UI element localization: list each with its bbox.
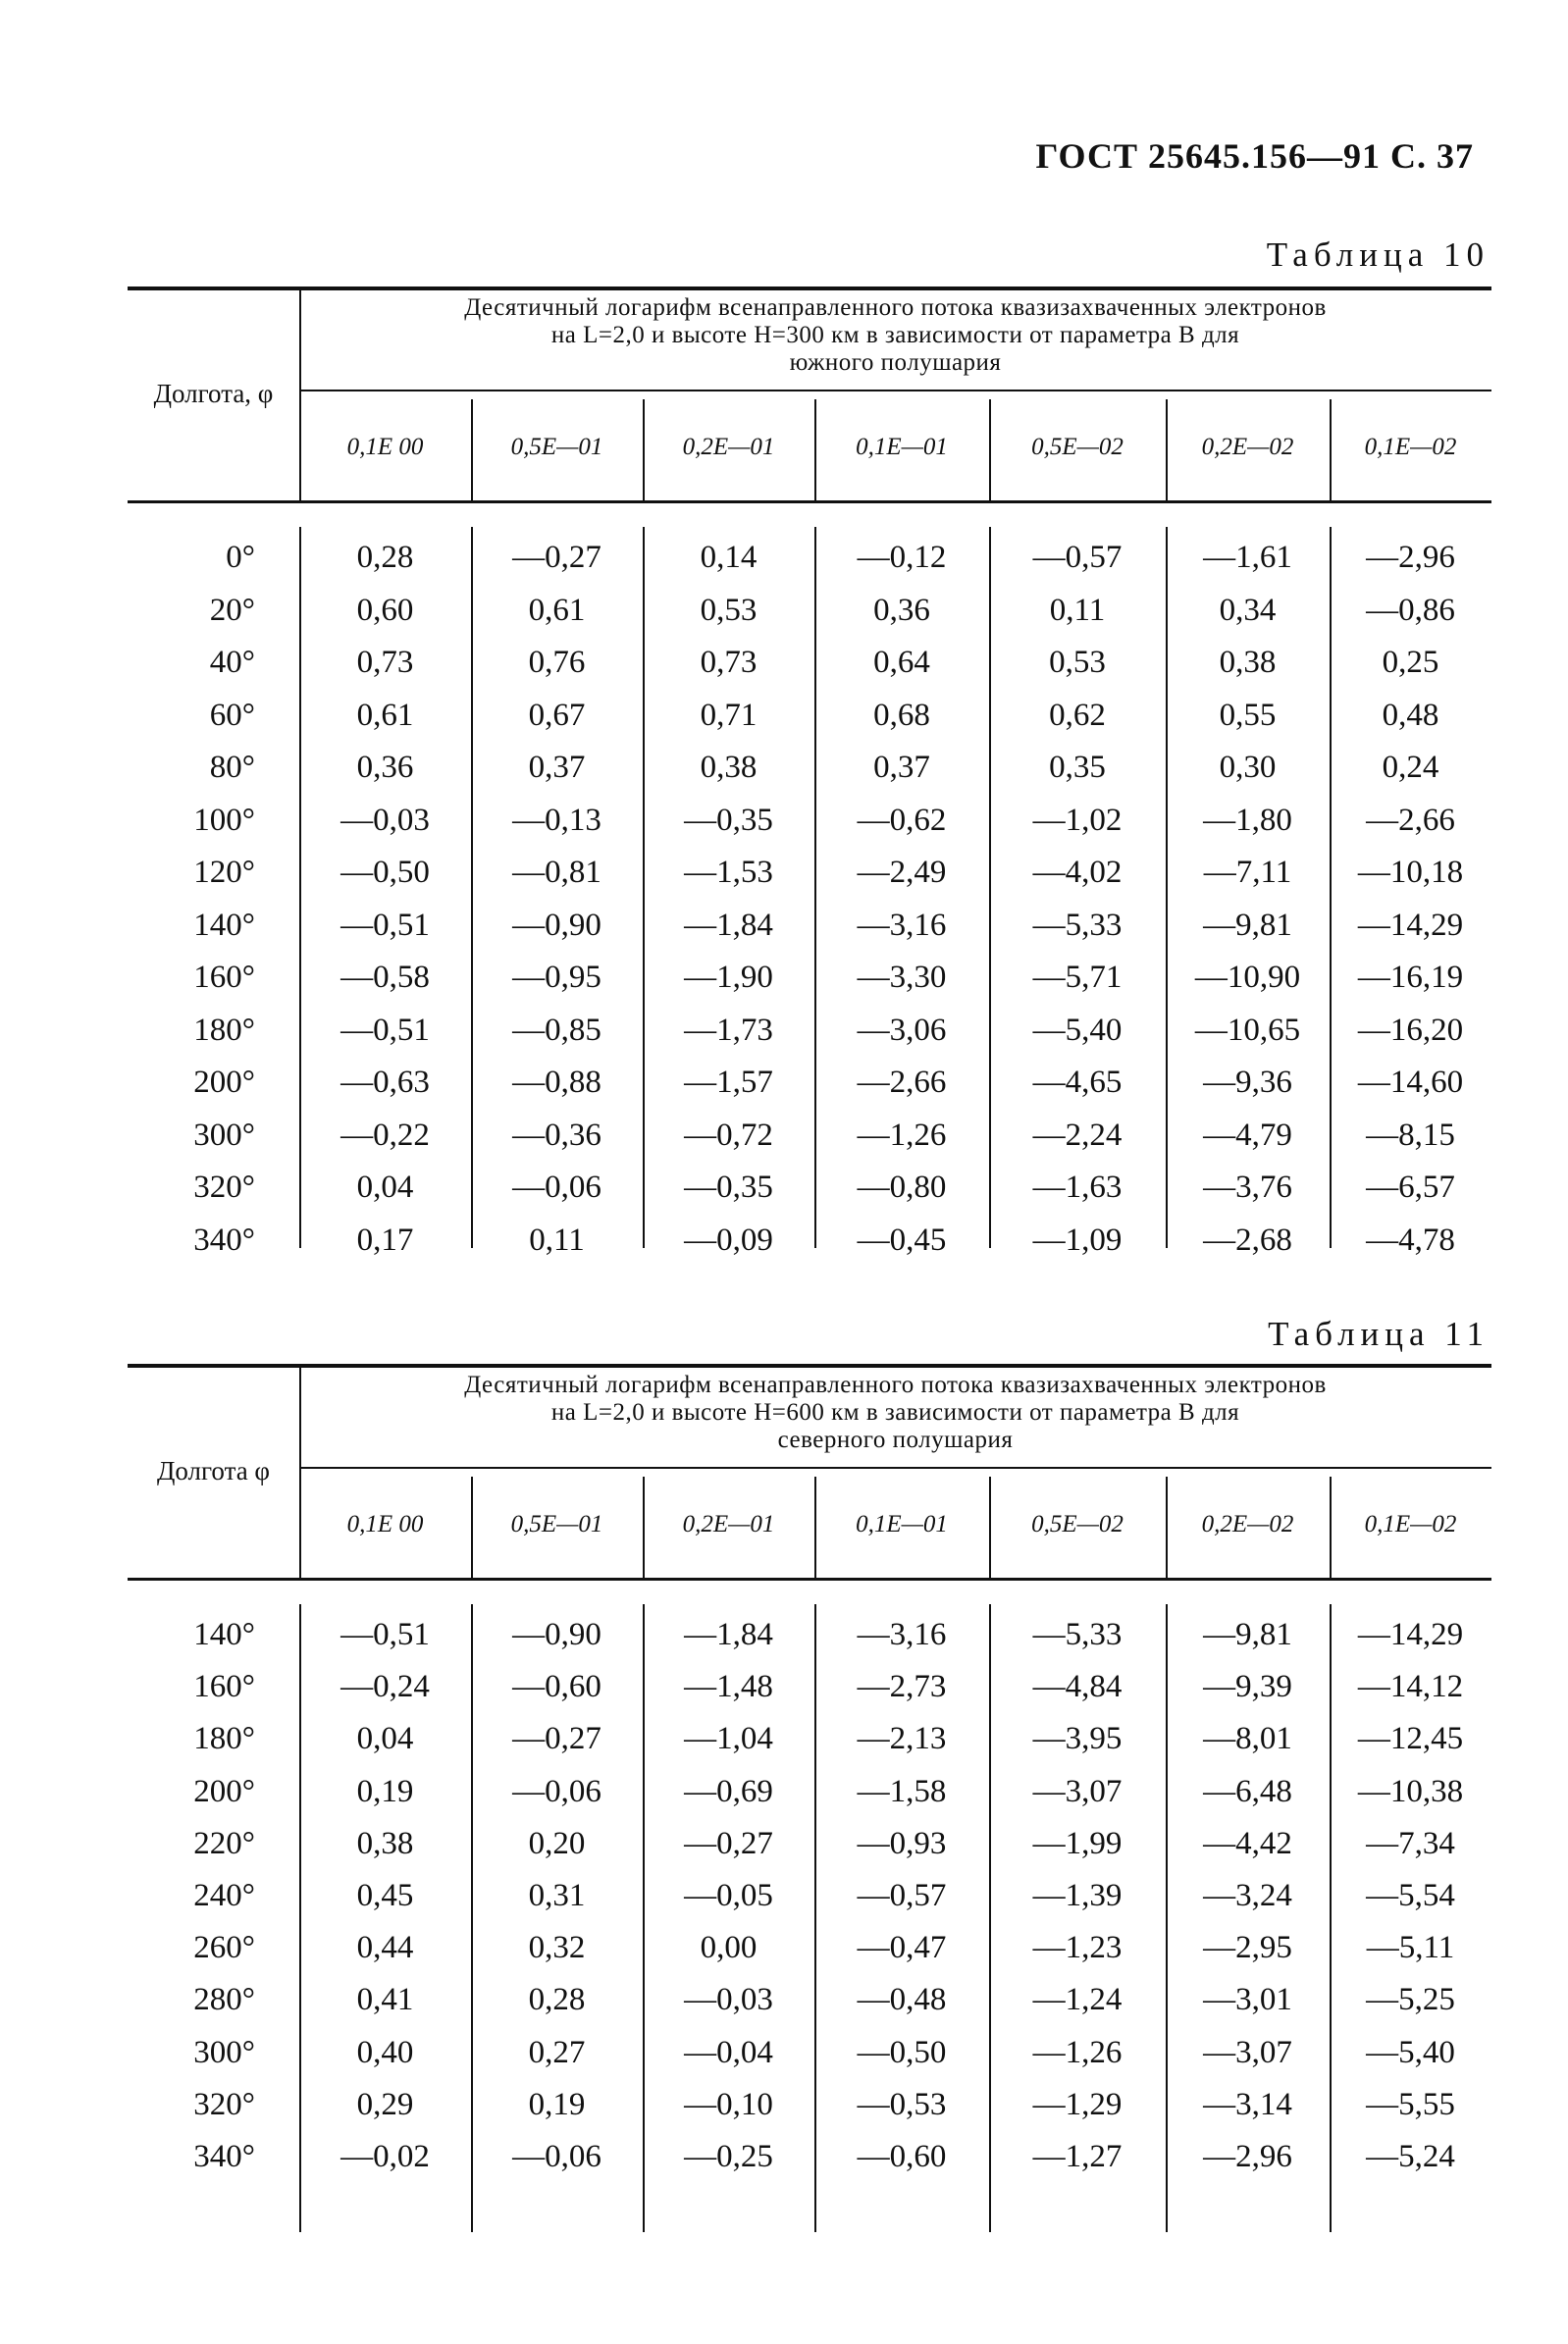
parameter-b-header: 0,5E—01 [510,1511,603,1537]
value-cell: —10,38 [1357,1773,1464,1809]
value-cell: —0,95 [512,960,601,995]
value-cell: 0,00 [700,1930,758,1966]
value-cell: —0,22 [340,1117,430,1153]
value-cell: —0,45 [857,1222,947,1258]
header-bottom-rule [128,500,1491,503]
table-11 [128,1364,1491,2227]
value-cell: —0,35 [684,802,773,838]
value-cell: —1,58 [857,1773,947,1809]
value-cell: —3,06 [857,1012,947,1048]
table-top-rule [128,286,1491,290]
table-10 [128,286,1491,1258]
value-cell: 0,11 [1049,592,1106,628]
table-row [128,795,1491,846]
value-cell: 0,36 [356,750,414,785]
value-cell: —0,06 [512,1773,601,1809]
value-cell: —4,02 [1032,855,1123,890]
value-cell: —1,39 [1032,1878,1123,1913]
group-header-line: южного полушария [789,349,1002,376]
value-cell: —0,25 [684,2139,773,2174]
value-cell: 0,37 [528,750,586,785]
value-cell: —0,12 [857,540,947,575]
parameter-b-header: 0,1E—02 [1364,434,1457,460]
value-cell: —0,36 [512,1117,601,1153]
value-cell: —0,48 [857,1982,947,2018]
value-cell: —9,81 [1203,907,1292,943]
value-cell: —1,57 [684,1065,773,1100]
table-row [128,900,1491,951]
value-cell: —7,11 [1203,855,1292,890]
value-cell: —3,95 [1032,1721,1123,1757]
value-cell: —5,25 [1366,1982,1455,2018]
value-cell: —0,47 [857,1930,947,1966]
value-cell: 0,53 [1049,645,1106,680]
longitude-cell: 220° [193,1825,255,1861]
value-cell: 0,40 [356,2034,414,2070]
table-row [128,1162,1491,1213]
table-row [128,1110,1491,1161]
parameter-b-header: 0,1E—02 [1364,1511,1457,1537]
value-cell: —0,80 [857,1170,947,1205]
value-cell: 0,28 [356,540,414,575]
value-cell: —1,23 [1032,1930,1123,1966]
value-cell: —0,04 [684,2034,773,2070]
value-cell: —16,20 [1357,1012,1464,1048]
parameter-b-header: 0,2E—01 [682,1511,775,1537]
value-cell: —1,63 [1032,1170,1123,1205]
page-header: ГОСТ 25645.156—91 С. 37 [1035,136,1474,176]
longitude-cell: 340° [193,1222,255,1258]
longitude-cell: 320° [193,2086,255,2122]
value-cell: 0,76 [528,645,586,680]
parameter-b-header: 0,2E—02 [1201,434,1294,460]
table-row [128,1609,1491,1660]
value-cell: —1,26 [857,1117,947,1153]
table-row [128,1818,1491,1869]
value-cell: 0,55 [1219,697,1277,733]
longitude-cell: 180° [193,1721,255,1757]
value-cell: 0,19 [356,1773,414,1809]
group-header-rule [299,1467,1491,1469]
table-row [128,532,1491,583]
value-cell: 0,68 [873,697,930,733]
value-cell: 0,61 [528,592,586,628]
table-row [128,1713,1491,1764]
value-cell: —0,69 [684,1773,773,1809]
value-cell: —1,73 [684,1012,773,1048]
value-cell: 0,17 [356,1222,414,1258]
value-cell: —5,33 [1032,907,1123,943]
value-cell: —1,29 [1032,2086,1123,2122]
longitude-cell: 320° [193,1170,255,1205]
value-cell: —0,05 [684,1878,773,1913]
longitude-cell: 240° [193,1878,255,1913]
value-cell: 0,73 [700,645,758,680]
value-cell: 0,28 [528,1982,586,2018]
value-cell: —9,39 [1203,1669,1292,1705]
value-cell: —8,15 [1366,1117,1455,1153]
value-cell: —1,84 [684,1617,773,1652]
value-cell: —2,13 [857,1721,947,1757]
value-cell: —3,14 [1203,2086,1292,2122]
parameter-b-header: 0,5E—02 [1031,434,1124,460]
value-cell: —4,84 [1032,1669,1123,1705]
value-cell: —2,68 [1203,1222,1292,1258]
value-cell: 0,61 [356,697,414,733]
value-cell: 0,38 [1219,645,1277,680]
group-header-line: Десятичный логарифм всенаправленного потока квазизахваченных электронов [464,294,1327,321]
value-cell: —0,13 [512,802,601,838]
value-cell: 0,38 [356,1825,414,1861]
column-divider [299,286,301,500]
value-cell: —14,60 [1357,1065,1464,1100]
value-cell: —3,30 [857,960,947,995]
value-cell: —0,06 [512,1170,601,1205]
longitude-cell: 160° [193,960,255,995]
value-cell: 0,20 [528,1825,586,1861]
longitude-cell: 140° [193,907,255,943]
header-bottom-rule [128,1578,1491,1581]
table-row [128,637,1491,688]
value-cell: 0,62 [1049,697,1106,733]
value-cell: —0,27 [512,1721,601,1757]
value-cell: —1,61 [1203,540,1292,575]
longitude-cell: 260° [193,1930,255,1966]
value-cell: —0,50 [857,2034,947,2070]
longitude-cell: 60° [209,697,255,733]
value-cell: —7,34 [1366,1825,1455,1861]
longitude-cell: 0° [226,540,255,575]
value-cell: —5,33 [1032,1617,1123,1652]
value-cell: —5,71 [1032,960,1123,995]
value-cell: —2,66 [1366,802,1455,838]
value-cell: 0,41 [356,1982,414,2018]
value-cell: —0,58 [340,960,430,995]
value-cell: —0,27 [684,1825,773,1861]
table-row [128,1922,1491,1973]
value-cell: 0,48 [1382,697,1439,733]
value-cell: —3,16 [857,1617,947,1652]
value-cell: —0,53 [857,2086,947,2122]
table-row [128,742,1491,793]
value-cell: —0,02 [340,2139,430,2174]
longitude-cell: 200° [193,1065,255,1100]
value-cell: —2,24 [1032,1117,1123,1153]
value-cell: 0,73 [356,645,414,680]
value-cell: —2,49 [857,855,947,890]
value-cell: —0,51 [340,907,430,943]
parameter-b-header: 0,2E—02 [1201,1511,1294,1537]
parameter-b-header: 0,1E 00 [346,1511,424,1537]
column-divider [299,1364,301,1578]
table-11-caption: Таблица 11 [1268,1315,1490,1353]
group-header-line: на L=2,0 и высоте H=600 км в зависимости от параметра B для [550,1399,1240,1426]
value-cell: —5,40 [1366,2034,1455,2070]
value-cell: 0,30 [1219,750,1277,785]
value-cell: 0,11 [529,1222,585,1258]
value-cell: —8,01 [1203,1721,1292,1757]
value-cell: —3,07 [1203,2034,1292,2070]
value-cell: —0,57 [857,1878,947,1913]
value-cell: —9,36 [1203,1065,1292,1100]
group-header-rule [299,390,1491,391]
table-row [128,2027,1491,2078]
value-cell: 0,32 [528,1930,586,1966]
value-cell: 0,45 [356,1878,414,1913]
table-row [128,2079,1491,2130]
value-cell: —5,11 [1366,1930,1455,1966]
longitude-cell: 180° [193,1012,255,1048]
value-cell: —16,19 [1357,960,1464,995]
value-cell: —1,80 [1203,802,1292,838]
value-cell: —2,66 [857,1065,947,1100]
value-cell: —0,51 [340,1617,430,1652]
value-cell: —6,48 [1203,1773,1292,1809]
table-row [128,690,1491,741]
value-cell: —0,88 [512,1065,601,1100]
longitude-cell: 300° [193,2034,255,2070]
value-cell: 0,60 [356,592,414,628]
longitude-cell: 100° [193,802,255,838]
longitude-cell: 140° [193,1617,255,1652]
table-top-rule [128,1364,1491,1368]
value-cell: 0,27 [528,2034,586,2070]
value-cell: —10,18 [1357,855,1464,890]
value-cell: —5,40 [1032,1012,1123,1048]
table-row [128,1661,1491,1712]
value-cell: —0,27 [512,540,601,575]
value-cell: 0,25 [1382,645,1439,680]
value-cell: —1,27 [1032,2139,1123,2174]
value-cell: —0,86 [1366,592,1455,628]
value-cell: 0,44 [356,1930,414,1966]
longitude-cell: 20° [209,592,255,628]
longitude-cell: 120° [193,855,255,890]
parameter-b-header: 0,5E—02 [1031,1511,1124,1537]
value-cell: —4,65 [1032,1065,1123,1100]
value-cell: —0,24 [340,1669,430,1705]
longitude-cell: 340° [193,2139,255,2174]
table-row [128,1870,1491,1921]
value-cell: 0,34 [1219,592,1277,628]
longitude-cell: 300° [193,1117,255,1153]
value-cell: 0,37 [873,750,930,785]
table-10-caption: Таблица 10 [1266,235,1490,274]
parameter-b-header: 0,1E 00 [346,434,424,460]
table-row [128,2131,1491,2182]
value-cell: —2,95 [1203,1930,1292,1966]
value-cell: —2,73 [857,1669,947,1705]
value-cell: —0,10 [684,2086,773,2122]
value-cell: —4,79 [1203,1117,1292,1153]
longitude-cell: 200° [193,1773,255,1809]
value-cell: —0,90 [512,907,601,943]
value-cell: —0,09 [684,1222,773,1258]
value-cell: —1,90 [684,960,773,995]
value-cell: 0,31 [528,1878,586,1913]
parameter-b-header: 0,1E—01 [856,434,948,460]
table-row [128,952,1491,1003]
value-cell: —0,03 [340,802,430,838]
value-cell: —14,29 [1357,907,1464,943]
table-row [128,585,1491,636]
value-cell: 0,04 [356,1170,414,1205]
value-cell: —1,84 [684,907,773,943]
value-cell: 0,67 [528,697,586,733]
value-cell: —1,09 [1032,1222,1123,1258]
value-cell: —12,45 [1357,1721,1464,1757]
value-cell: —0,90 [512,1617,601,1652]
value-cell: —0,63 [340,1065,430,1100]
longitude-cell: 80° [209,750,255,785]
longitude-header: Долгота φ [156,1456,271,1485]
value-cell: —3,24 [1203,1878,1292,1913]
longitude-cell: 280° [193,1982,255,2018]
longitude-header: Долгота, φ [153,379,274,408]
value-cell: —0,85 [512,1012,601,1048]
parameter-group-header [309,294,1482,377]
value-cell: —10,65 [1194,1012,1301,1048]
value-cell: 0,35 [1049,750,1106,785]
value-cell: —6,57 [1366,1170,1455,1205]
value-cell: 0,04 [356,1721,414,1757]
value-cell: —1,24 [1032,1982,1123,2018]
value-cell: —0,93 [857,1825,947,1861]
value-cell: 0,53 [700,592,758,628]
value-cell: —3,16 [857,907,947,943]
value-cell: 0,29 [356,2086,414,2122]
table-row [128,1215,1491,1266]
table-row [128,1974,1491,2025]
value-cell: 0,38 [700,750,758,785]
value-cell: —5,55 [1366,2086,1455,2122]
value-cell: —0,81 [512,855,601,890]
longitude-cell: 160° [193,1669,255,1705]
value-cell: —4,78 [1366,1222,1455,1258]
table-row [128,1057,1491,1108]
value-cell: 0,19 [528,2086,586,2122]
value-cell: —0,57 [1032,540,1123,575]
value-cell: 0,64 [873,645,930,680]
value-cell: —0,03 [684,1982,773,2018]
group-header-line: Десятичный логарифм всенаправленного потока квазизахваченных электронов [464,1372,1327,1398]
value-cell: —1,53 [684,855,773,890]
value-cell: 0,14 [700,540,758,575]
value-cell: —2,96 [1366,540,1455,575]
value-cell: —1,02 [1032,802,1123,838]
value-cell: 0,71 [700,697,758,733]
value-cell: —5,54 [1366,1878,1455,1913]
group-header-line: на L=2,0 и высоте H=300 км в зависимости от параметра B для [550,322,1240,348]
parameter-b-header: 0,2E—01 [682,434,775,460]
parameter-b-header: 0,1E—01 [856,1511,948,1537]
value-cell: —0,62 [857,802,947,838]
value-cell: —1,04 [684,1721,773,1757]
longitude-cell: 40° [209,645,255,680]
value-cell: —0,72 [684,1117,773,1153]
value-cell: —5,24 [1366,2139,1455,2174]
table-row [128,1766,1491,1817]
value-cell: —3,07 [1032,1773,1123,1809]
value-cell: —0,06 [512,2139,601,2174]
value-cell: —1,99 [1032,1825,1123,1861]
value-cell: —1,26 [1032,2034,1123,2070]
group-header-line: северного полушария [777,1427,1014,1453]
value-cell: —0,51 [340,1012,430,1048]
value-cell: —4,42 [1203,1825,1292,1861]
value-cell: 0,36 [873,592,930,628]
value-cell: —1,48 [684,1669,773,1705]
value-cell: —2,96 [1203,2139,1292,2174]
table-row [128,847,1491,898]
value-cell: —14,29 [1357,1617,1464,1652]
value-cell: 0,24 [1382,750,1439,785]
value-cell: —14,12 [1357,1669,1464,1705]
value-cell: —0,60 [512,1669,601,1705]
value-cell: —10,90 [1194,960,1301,995]
value-cell: —0,35 [684,1170,773,1205]
value-cell: —9,81 [1203,1617,1292,1652]
table-row [128,1005,1491,1056]
value-cell: —0,60 [857,2139,947,2174]
value-cell: —3,01 [1203,1982,1292,2018]
value-cell: —0,50 [340,855,430,890]
parameter-group-header [309,1372,1482,1454]
value-cell: —3,76 [1203,1170,1292,1205]
parameter-b-header: 0,5E—01 [510,434,603,460]
